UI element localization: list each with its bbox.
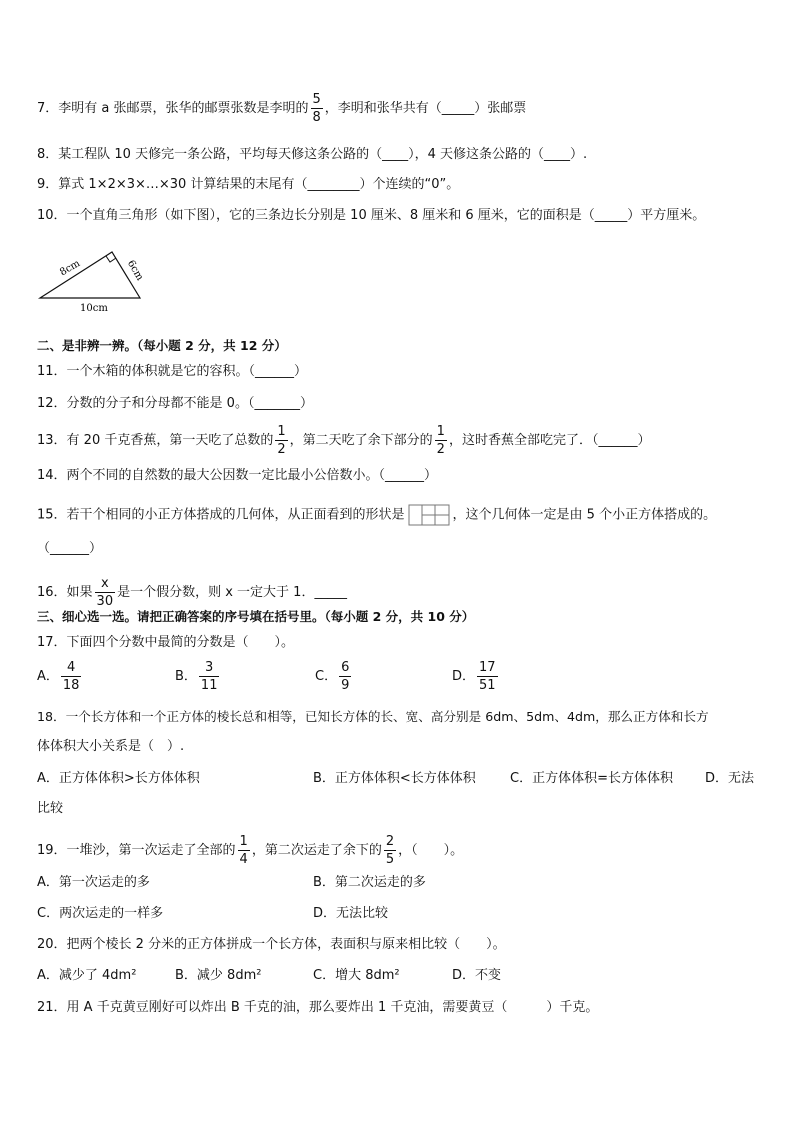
section-3-heading: 三、细心选一选。请把正确答案的序号填在括号里。（每小题 2 分，共 10 分） <box>37 609 475 624</box>
question-20-option-a: A．减少了 4dm² <box>37 968 137 983</box>
question-19: 19．一堆沙，第一次运走了全部的 $\frac{1}{4}$ ，第二次运走了余下的 $\frac{2}{5}$ ，（ ）。 <box>37 834 464 867</box>
question-7-text-a: 7．李明有 a 张邮票，张华的邮票张数是李明的 <box>37 101 309 116</box>
section-2-heading: 二、是非辨一辨。（每小题 2 分，共 12 分） <box>37 338 287 353</box>
triangle-label-8cm: 8cm <box>58 258 83 279</box>
question-17-option-d: D． $\frac{17}{51}$ <box>452 660 496 693</box>
question-18-option-b: B．正方体体积<长方体体积 <box>313 771 476 786</box>
question-20: 20．把两个棱长 2 分米的正方体拼成一个长方体，表面积与原来相比较（ ）。 <box>37 937 506 952</box>
question-18-option-d: D．无法 <box>705 771 755 786</box>
triangle-label-6cm: 6cm <box>124 258 146 283</box>
question-9: 9．算式 1×2×3×…×30 计算结果的末尾有（________）个连续的“0”。 <box>37 177 460 192</box>
question-18-option-a: A．正方体体积>长方体体积 <box>37 771 200 786</box>
fraction-x-30: $\frac{x}{30}$ <box>96 576 114 609</box>
question-7-text-b: ，李明和张华共有（_____）张邮票 <box>324 101 527 116</box>
question-18-option-c: C．正方体体积=长方体体积 <box>510 771 673 786</box>
question-13: 13．有 20 千克香蕉，第一天吃了总数的 $\frac{1}{2}$ ，第二天吃了余下部分的 $\frac{1}{2}$ ，这时香蕉全部吃完了．（______） <box>37 424 651 457</box>
fraction-5-8: $\frac{5}{8}$ <box>312 92 321 125</box>
question-17-option-c: C． $\frac{6}{9}$ <box>315 660 350 693</box>
front-view-grid-icon <box>408 504 450 526</box>
question-17-option-a: A． $\frac{4}{18}$ <box>37 660 80 693</box>
question-19-option-b: B．第二次运走的多 <box>313 875 426 890</box>
question-8: 8．某工程队 10 天修完一条公路，平均每天修这条公路的（____），4 天修这条公路的（____）. <box>37 147 588 162</box>
question-19-option-d: D．无法比较 <box>313 906 389 921</box>
triangle-shape <box>40 252 140 298</box>
question-14: 14．两个不同的自然数的最大公因数一定比最小公倍数小。（______） <box>37 468 438 483</box>
question-18-option-d-cont: 比较 <box>37 801 64 816</box>
question-15: 15．若干个相同的小正方体搭成的几何体，从正面看到的形状是 ，这个几何体一定是由 5 个小正方体搭成的。 <box>37 504 716 526</box>
question-7 <box>37 92 526 125</box>
fraction-1-2: $\frac{1}{2}$ <box>277 424 286 457</box>
fraction-1-2: $\frac{1}{2}$ <box>436 424 445 457</box>
question-20-option-c: C．增大 8dm² <box>313 968 400 983</box>
question-20-option-b: B．减少 8dm² <box>175 968 262 983</box>
question-12: 12．分数的分子和分母都不能是 0。（_______） <box>37 396 313 411</box>
fraction-1-4: $\frac{1}{4}$ <box>239 834 248 867</box>
question-17: 17．下面四个分数中最简的分数是（ ）。 <box>37 635 295 650</box>
fraction-2-5: $\frac{2}{5}$ <box>385 834 395 867</box>
question-19-option-c: C．两次运走的一样多 <box>37 906 164 921</box>
question-17-option-b: B． $\frac{3}{11}$ <box>175 660 218 693</box>
question-15-answer: （______） <box>37 541 103 556</box>
question-16: 16．如果 $\frac{x}{30}$ 是一个假分数，则 x 一定大于 1．_____ <box>37 576 347 609</box>
question-11: 11．一个木箱的体积就是它的容积。（______） <box>37 364 308 379</box>
triangle-label-10cm: 10cm <box>80 303 108 314</box>
right-triangle-figure <box>30 244 160 314</box>
question-18-line-1: 18．一个长方体和一个正方体的棱长总和相等，已知长方体的长、宽、高分别是 6dm、5dm、4dm，那么正方体和长方 <box>37 709 709 724</box>
question-20-option-d: D．不变 <box>452 968 502 983</box>
question-19-option-a: A．第一次运走的多 <box>37 875 150 890</box>
question-21: 21．用 A 千克黄豆刚好可以炸出 B 千克的油，那么要炸出 1 千克油，需要黄豆（ ）千克。 <box>37 1000 599 1015</box>
question-18-line-2: 体体积大小关系是（ ）. <box>37 739 185 754</box>
question-10: 10．一个直角三角形（如下图），它的三条边长分别是 10 厘米、8 厘米和 6 厘米，它的面积是（_____）平方厘米。 <box>37 208 706 223</box>
